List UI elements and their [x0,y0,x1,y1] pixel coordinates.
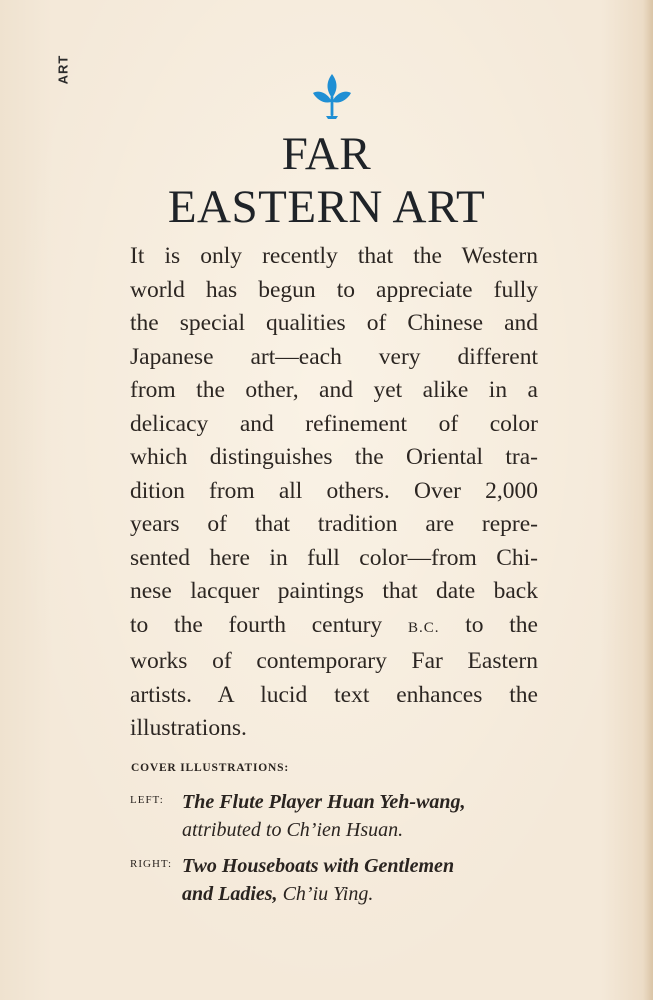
credit-left-label: LEFT: [130,794,164,806]
description-line: Japanese art—each very different [130,343,538,370]
credit-left-text [182,788,542,844]
credit-left-attribution: attributed to Ch’ien Hsuan. [182,819,404,841]
description-line: from the other, and yet alike in a [130,377,538,403]
title-line-1: FAR [281,128,372,180]
credit-right-label: RIGHT: [130,858,173,870]
description-line: the special qualities of Chinese and [130,310,538,336]
description-line: It is only recently that the Western [130,243,538,269]
description-line: world has begun to appreciate fully [130,276,538,303]
description-line: dition from all others. Over 2,000 [130,477,538,504]
description-line: sented here in full color—from Chi- [130,544,538,571]
title-line-2: EASTERN ART [167,181,486,233]
credit-right-title-2-row [182,880,542,908]
spine-label: ART [55,54,71,85]
description-line: illustrations. [130,715,247,741]
description-fragment: to the [465,611,538,638]
description-line: works of contemporary Far Eastern [130,648,538,674]
description-line: which distinguishes the Oriental tra- [130,444,538,470]
description-line: artists. A lucid text enhances the [130,681,538,708]
cover-illustrations-heading: COVER ILLUSTRATIONS: [131,762,289,774]
credit-left-title: The Flute Player Huan Yeh-wang, [182,791,466,813]
description-line: delicacy and refinement of color [130,410,538,437]
credit-right-text [182,852,542,908]
description-line: nese lacquer paintings that date back [130,578,538,604]
bc-abbreviation: B.C. [407,619,440,636]
credit-right-attribution: Ch’iu Ying. [282,883,374,905]
credit-right-title-2: and Ladies, [182,883,278,905]
description-fragment: to the fourth century [130,611,383,638]
description-line: years of that tradition are repre- [130,511,538,537]
credit-right-title-1: Two Houseboats with Gentlemen [182,855,455,877]
sprout-leaf-icon [312,72,352,122]
description-line [130,609,538,646]
description-text [130,240,538,746]
